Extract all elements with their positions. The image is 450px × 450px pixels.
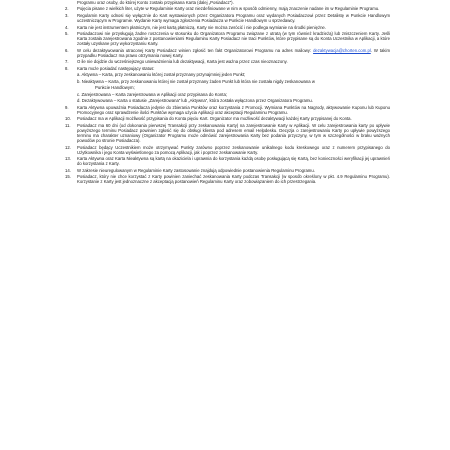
paragraph-gap bbox=[65, 184, 390, 185]
paragraph-text bbox=[95, 85, 390, 90]
paragraph-number: 14. bbox=[65, 167, 71, 173]
paragraph-6 bbox=[65, 59, 390, 64]
paragraph-body: Karta nie jest instrumentem płatniczym, nie jest kartą płatniczą. Karty nie można zwrócić i nie podlega wymianie na środki pieniężne. bbox=[77, 24, 326, 30]
paragraph-body: Posiadaczowi nie przysługują żadne roszczenia w stosunku do Organizatora Programu związane z utratą (w tym również kradzieżą) lub zniszczeniem Karty. Jeśli Karta została zarejestrowana zgodnie z postanowieniami Regulaminu Karty Posiadacz nie traci Punktów, które przypisane są do Konta Uczestnika w Aplikacji, a które zostały uzyskane przy wykorzystaniu Karty. bbox=[77, 30, 390, 47]
paragraph-1 bbox=[65, 6, 390, 11]
paragraph-text bbox=[77, 123, 390, 144]
paragraph-number: 15. bbox=[65, 174, 71, 180]
paragraph-4 bbox=[65, 31, 390, 46]
paragraph-16 bbox=[65, 145, 390, 155]
paragraph-body: b. Nieaktywna – Karta, przy zeskanowaniu której nie został przyznany żaden Punkt lub która nie została nigdy zeskanowana w bbox=[77, 78, 315, 84]
paragraph-body: Posiadacz będący Uczestnikiem może otrzymywać Punkty zarówno poprzez zeskanowanie unikalnego kodu kreskowego oraz z numerem przypisanego do Użytkownika i jego Konta wyświetlonego za pomocą Aplikacji, jak i poprzez zeskanowanie Karty. bbox=[77, 144, 390, 155]
paragraph-number: 2. bbox=[65, 6, 69, 12]
paragraph-text bbox=[77, 59, 390, 64]
paragraph-number: 8. bbox=[65, 65, 69, 71]
paragraph-14 bbox=[65, 116, 390, 121]
paragraph-0 bbox=[65, 0, 390, 5]
paragraph-text bbox=[77, 174, 390, 184]
paragraph-body: Posiadacz ma 60 dni (od dokonania pierwszej Transakcji przy zeskanowaniu Karty) na zarejestrowanie Karty w Aplikacji. W celu zarejestrowania karty po upływie powyższego terminu Posiadacz powinien zgłosić się do obsługi klienta pod adresem email Helpdesku. Decyzja o zarejestrowaniu Karty po upływie powyższego terminu ma charakter uznaniowy (Organizator Programu może odmówić zarejestrowania Karty bez podania przyczyny, w tym w szczególności w braku ważnych powodów po stronie Posiadacza). bbox=[77, 122, 390, 144]
paragraph-text bbox=[77, 72, 390, 77]
paragraph-2 bbox=[65, 13, 390, 23]
paragraph-text bbox=[77, 25, 390, 30]
paragraph-text bbox=[77, 145, 390, 155]
paragraph-body: W zakresie nieuregulowanym w Regulaminie Karty zastosowanie znajdują odpowiednie postanowienia Regulaminu Programu. bbox=[77, 167, 315, 173]
paragraph-body: a. Aktywna – Karta, przy zeskanowaniu której został przyznany przynajmniej jeden Punkt; bbox=[77, 72, 246, 78]
paragraph-text bbox=[77, 105, 390, 115]
paragraph-number: 13. bbox=[65, 156, 71, 162]
paragraph-number: 7. bbox=[65, 59, 69, 65]
paragraph-17 bbox=[65, 156, 390, 166]
paragraph-body: Karta Aktywna oraz Karta Nieaktywna są kartą na okaziciela i uprawnia do korzystania każdą osobę posługującą się Kartą, bez konieczności weryfikacji jej uprawnień do korzystania z Karty. bbox=[77, 156, 390, 167]
paragraph-15 bbox=[65, 123, 390, 144]
paragraph-text bbox=[77, 98, 390, 103]
paragraph-5 bbox=[65, 48, 390, 58]
paragraph-19 bbox=[65, 174, 390, 184]
paragraph-body: Punkcie Handlowym; bbox=[95, 85, 135, 91]
paragraph-8 bbox=[65, 72, 390, 77]
paragraph-number: 3. bbox=[65, 12, 69, 18]
regulation-text bbox=[65, 0, 390, 186]
paragraph-7 bbox=[65, 66, 390, 71]
paragraph-10 bbox=[65, 85, 390, 90]
paragraph-body: c. Zarejestrowana – Karta zarejestrowana w Aplikacji oraz przypisana do Konta; bbox=[77, 91, 228, 97]
paragraph-9 bbox=[65, 79, 390, 84]
paragraph-body: Programu oraz osoby, do której Konto zostało przypisana Karta (dalej „Posiadacz”). bbox=[77, 0, 234, 5]
paragraph-text bbox=[77, 66, 390, 71]
paragraph-text bbox=[77, 31, 390, 46]
paragraph-body: Posiadacz, który nie chce korzystać z Karty powinien zaniechać zeskanowania Karty podczas Transakcji (w sposób określony w pkt. 4.9 Regulaminu Programu). Korzystanie z Karty jest jednoznaczne z akceptacją postanowień Regulaminu Karty oraz zobowiązaniem do ich przestrzegania. bbox=[77, 174, 390, 185]
paragraph-number: 5. bbox=[65, 30, 69, 36]
paragraph-text bbox=[77, 0, 390, 5]
paragraph-body: Regulamin Karty odnosi się wyłącznie do Kart wystawionych przez Organizatora Programu oraz wydanych Posiadaczowi przez Detalistę w Punkcie Handlowym uczestniczącym w Programie. Wydanie Karty wymaga zgłoszenia Posiadacza w Punkcie Handlowym u sprzedawcy. bbox=[77, 12, 390, 24]
paragraph-11 bbox=[65, 92, 390, 97]
paragraph-number: 6. bbox=[65, 47, 69, 53]
paragraph-number: 10. bbox=[65, 116, 71, 122]
paragraph-body: Pojęcia pisane z wielkich liter, użyte w Regulaminie Karty oraz niezdefiniowane w nim w sposób odmienny, mają znaczenie nadane im w Regulaminie Programu. bbox=[77, 6, 380, 12]
paragraph-text bbox=[77, 116, 390, 121]
paragraph-body: Karta może posiadać następujący status: bbox=[77, 65, 155, 71]
paragraph-text bbox=[77, 48, 390, 58]
paragraph-body: W celu dezaktywowania utraconej Karty Posiadacz winien zgłosić ten fakt Organizatorowi Programu na adres mailowy: bbox=[77, 47, 312, 53]
paragraph-text bbox=[77, 92, 390, 97]
email-link[interactable]: dezaktywacja@chorten.com.pl bbox=[313, 47, 371, 53]
paragraph-3 bbox=[65, 25, 390, 30]
paragraph-body: O ile nie dojdzie do wcześniejszego unieważnienia lub dezaktywacji, Karta jest ważna przez czas nieoznaczony. bbox=[77, 59, 288, 65]
paragraph-text bbox=[77, 79, 390, 84]
paragraph-number: 11. bbox=[65, 122, 71, 128]
paragraph-body: d. Dezaktywowana – Karta o statusie „Zarejestrowana” lub „Aktywna”, która została wyłączona przez Organizatora Programu. bbox=[77, 98, 313, 104]
paragraph-number: 12. bbox=[65, 144, 71, 150]
paragraph-body: Posiadacz ma w Aplikacji możliwość przypisania do Konta pięciu Kart. Organizator ma możliwość dezaktywacji każdej Karty przypisanej do Konta. bbox=[77, 116, 352, 122]
paragraph-18 bbox=[65, 168, 390, 173]
paragraph-13 bbox=[65, 105, 390, 115]
paragraph-text bbox=[77, 168, 390, 173]
paragraph-tail: . W takim przypadku Posiadacz ma prawo otrzymania nowej Karty. bbox=[77, 47, 390, 58]
paragraph-text bbox=[77, 156, 390, 166]
paragraph-number: 9. bbox=[65, 104, 69, 110]
paragraph-body: Karta Aktywna upoważnia Posiadacza jedynie do zbierania Punktów oraz korzystania z Promocji. Wymiana Punktów na Nagrody, aktywowanie Kuponu lub Kuponu Promocyjnego oraz sprawdzenie ilości Punktów wymaga użycia Aplikacji oraz akceptacji Regulaminu Programu. bbox=[77, 104, 390, 115]
paragraph-text bbox=[77, 13, 390, 23]
paragraph-number: 4. bbox=[65, 24, 69, 30]
paragraph-text bbox=[77, 6, 390, 11]
paragraph-12 bbox=[65, 98, 390, 103]
